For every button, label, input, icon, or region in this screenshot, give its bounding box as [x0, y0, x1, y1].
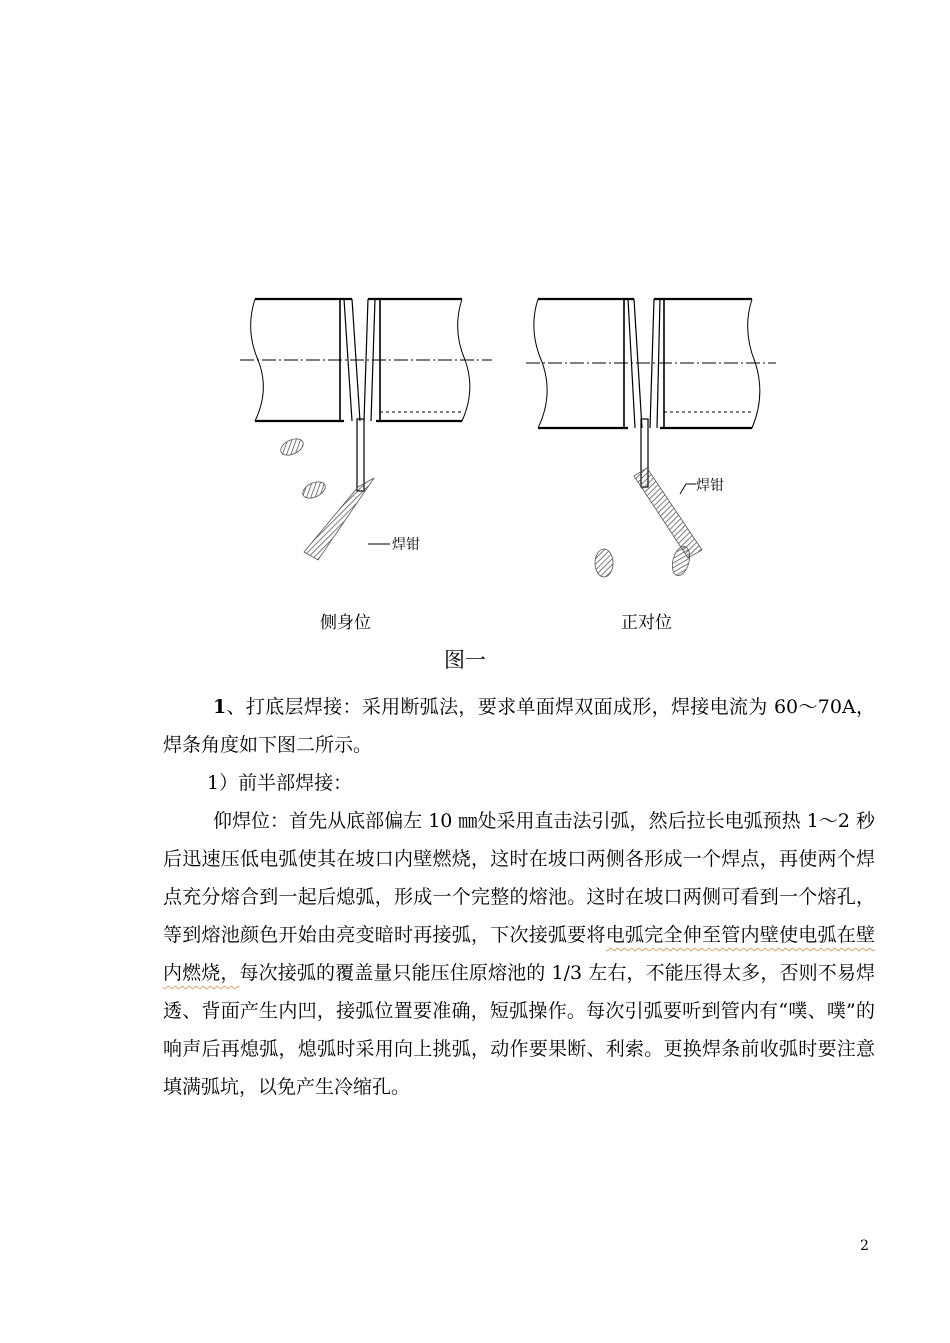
underlined-text: 电弧完全伸至管内壁使电弧在壁内燃烧，	[163, 924, 875, 984]
facing-position-holder	[595, 468, 702, 578]
facing-position-pipes	[526, 299, 776, 487]
section-number: 1	[213, 696, 227, 718]
section-heading-text: 、打底层焊接：采用断弧法，要求单面焊双面成形，焊接电流为 60～70A，焊条角度如下图二所示。	[163, 696, 875, 756]
subsection-heading: 1）前半部焊接：	[207, 772, 353, 794]
body-text	[163, 688, 875, 1106]
side-position-holder	[278, 436, 390, 560]
body-text-b: 每次接弧的覆盖量只能压住原熔池的 1/3 左右，不能压得太多，否则不易焊透、背面产生内凹，接弧位置要准确，短弧操作。每次引弧要听到管内有“噗、噗”的响声后再熄弧，熄弧时采用向上挑弧，动作要果断、利索。更换焊条前收弧时要注意填满弧坑，以免产生冷缩孔。	[163, 962, 875, 1098]
page-number: 2	[860, 1238, 869, 1254]
caption-side-position: 侧身位	[320, 613, 371, 633]
tool-label-left: 焊钳	[392, 537, 420, 553]
body-text-a: 仰焊位：首先从底部偏左 10 ㎜处采用直击法引弧，然后拉长电弧预热 1～2 秒后迅速压低电弧使其在坡口内壁燃烧，这时在坡口两侧各形成一个焊点，再使两个焊点充分熔合到一起后熄弧，形成一个完整的熔池。这时在坡口两侧可看到一个熔孔，等到熔池颜色开始由亮变暗时再接弧，下次接弧要将	[163, 810, 875, 946]
section-heading	[163, 688, 875, 764]
welding-position-figure	[230, 290, 790, 590]
side-position-pipes	[240, 299, 492, 491]
tool-label-right: 焊钳	[696, 478, 724, 494]
caption-facing-position: 正对位	[621, 613, 672, 633]
body-paragraph	[163, 802, 875, 1106]
figure-title: 图一	[444, 648, 486, 672]
